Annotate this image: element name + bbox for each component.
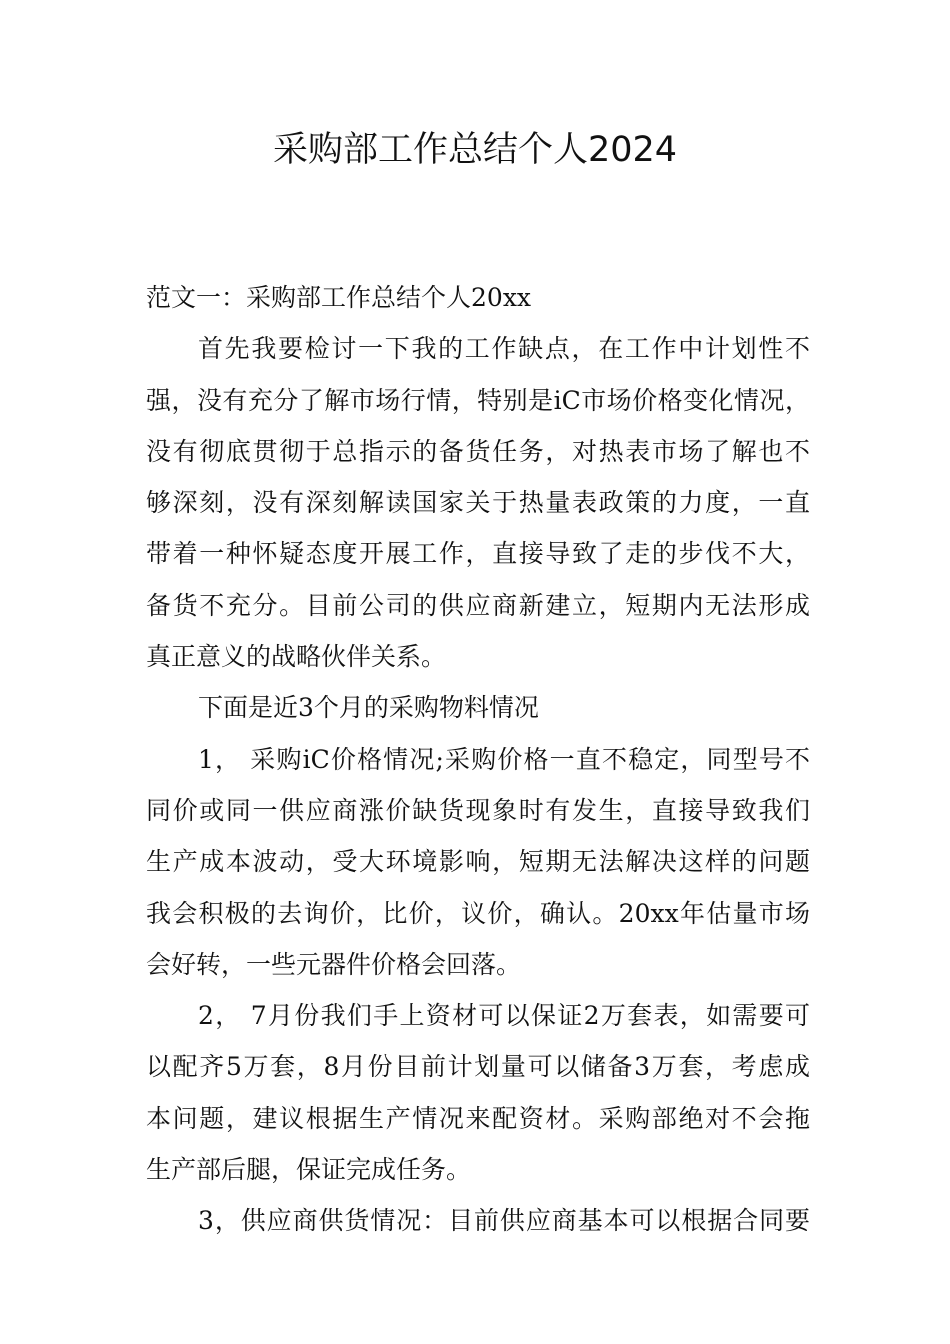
paragraph-line: 以配齐5万套，8月份目前计划量可以储备3万套，考虑成 bbox=[146, 1052, 810, 1082]
paragraph-line: 够深刻，没有深刻解读国家关于热量表政策的力度，一直 bbox=[146, 488, 810, 518]
paragraph-line: 备货不充分。目前公司的供应商新建立，短期内无法形成 bbox=[146, 590, 810, 620]
document-body bbox=[146, 272, 810, 1247]
paragraph-line: 会好转，一些元器件价格会回落。 bbox=[146, 949, 522, 979]
paragraph-line: 同价或同一供应商涨价缺货现象时有发生，直接导致我们 bbox=[146, 795, 810, 825]
document-title: 采购部工作总结个人2024 bbox=[272, 130, 678, 170]
paragraph-line: 带着一种怀疑态度开展工作，直接导致了走的步伐不大， bbox=[146, 539, 810, 569]
paragraph-line: 我会积极的去询价，比价，议价，确认。20xx年估量市场 bbox=[146, 898, 810, 928]
paragraph-line: 首先我要检讨一下我的工作缺点，在工作中计划性不 bbox=[198, 334, 810, 364]
paragraph-line: 生产成本波动，受大环境影响，短期无法解决这样的问题 bbox=[146, 847, 810, 877]
paragraph-line: 没有彻底贯彻于总指示的备货任务，对热表市场了解也不 bbox=[146, 436, 810, 466]
paragraph-line: 本问题，建议根据生产情况来配资材。采购部绝对不会拖 bbox=[146, 1103, 810, 1133]
paragraph-line: 生产部后腿，保证完成任务。 bbox=[146, 1155, 472, 1185]
list-item-line: 2， 7月份我们手上资材可以保证2万套表，如需要可 bbox=[198, 1001, 810, 1031]
paragraph-line: 强，没有充分了解市场行情，特别是iC市场价格变化情况， bbox=[146, 385, 810, 415]
list-item-line: 3，供应商供货情况：目前供应商基本可以根据合同要 bbox=[198, 1206, 810, 1236]
paragraph-line: 下面是近3个月的采购物料情况 bbox=[198, 693, 539, 723]
section-heading: 范文一：采购部工作总结个人20xx bbox=[146, 283, 532, 312]
list-item-line: 1， 采购iC价格情况;采购价格一直不稳定，同型号不 bbox=[198, 744, 810, 774]
paragraph-line: 真正意义的战略伙伴关系。 bbox=[146, 642, 447, 672]
